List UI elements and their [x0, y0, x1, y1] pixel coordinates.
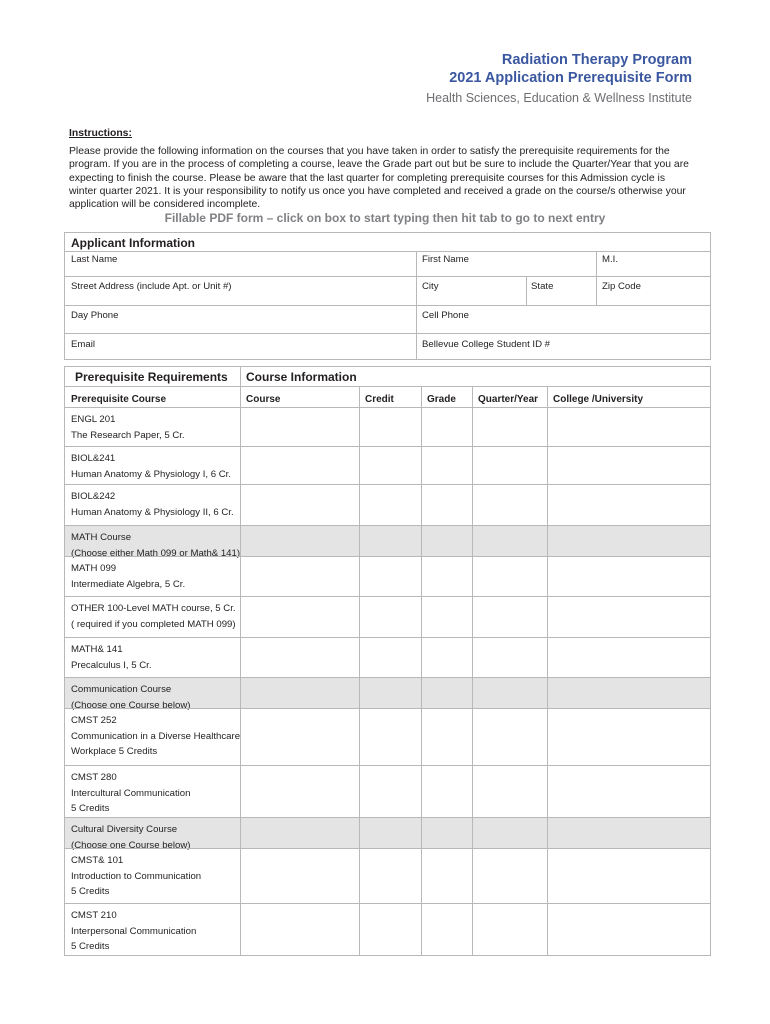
- applicant-section-title: Applicant Information: [71, 236, 195, 250]
- prerequisite-line: CMST& 101: [71, 855, 124, 866]
- prerequisite-line: ENGL 201: [71, 414, 116, 425]
- prerequisite-line: MATH 099: [71, 563, 117, 574]
- col-credit: Credit: [365, 394, 394, 405]
- instructions-text: Please provide the following information on the courses that you have taken in order to satisfy the prerequisite requirements for the program. If you are in the process of completing a course, leave the Grade part out but be sure to include the Quarter/Year that you are expecting to finish the course. Please be aware that the last quarter for completing prerequisite courses for this Admission cycle is winter quarter 2021. It is your responsibility to notify us once you have completed and received a grade on the course/s otherwise your application will be considered incomplete.: [69, 146, 689, 211]
- prerequisite-row[interactable]: [65, 484, 710, 525]
- fillable-note: Fillable PDF form – click on box to start typing then hit tab to go to next entry: [164, 211, 606, 225]
- cell-phone-field[interactable]: Cell Phone: [422, 310, 469, 321]
- prerequisite-course-label: [71, 561, 185, 592]
- prerequisite-group-row: [65, 677, 710, 711]
- prerequisite-line: Intercultural Communication: [71, 787, 191, 799]
- student-id-field[interactable]: Bellevue College Student ID #: [422, 339, 550, 350]
- prerequisite-line: Intermediate Algebra, 5 Cr.: [71, 578, 186, 590]
- course-information-title: Course Information: [246, 370, 357, 384]
- state-field[interactable]: State: [531, 281, 554, 292]
- prerequisite-line: BIOL&241: [71, 453, 116, 464]
- prerequisite-line: CMST 210: [71, 910, 117, 921]
- prerequisite-line: 5 Credits: [71, 803, 110, 814]
- prerequisite-row[interactable]: [65, 903, 710, 955]
- prerequisite-line: ( required if you completed MATH 099): [71, 618, 236, 630]
- prerequisite-row[interactable]: [65, 407, 710, 446]
- col-course: Course: [246, 394, 281, 405]
- prerequisite-line: MATH Course: [71, 532, 132, 543]
- prerequisite-course-label: [71, 770, 190, 817]
- prerequisite-line: Precalculus I, 5 Cr.: [71, 659, 152, 671]
- last-name-field[interactable]: Last Name: [71, 254, 118, 265]
- prerequisite-line: (Choose one Course below): [71, 699, 191, 711]
- prerequisite-course-label: [71, 451, 231, 482]
- col-college-university: College /University: [553, 394, 644, 405]
- prerequisite-row[interactable]: [65, 556, 710, 596]
- prerequisite-course-label: [71, 908, 196, 955]
- instructions-label: Instructions:: [69, 128, 132, 139]
- city-field[interactable]: City: [422, 281, 439, 292]
- prerequisite-group-row: [65, 817, 710, 851]
- prerequisite-line: OTHER 100-Level MATH course, 5 Cr.: [71, 603, 236, 614]
- prerequisite-row[interactable]: [65, 765, 710, 817]
- col-grade: Grade: [427, 394, 456, 405]
- program-title: Radiation Therapy Program: [501, 52, 692, 68]
- prerequisite-line: (Choose either Math 099 or Math& 141): [71, 547, 241, 559]
- prerequisite-line: Introduction to Communication: [71, 870, 202, 882]
- prerequisite-line: Communication Course: [71, 684, 172, 695]
- prerequisite-line: 5 Credits: [71, 941, 110, 952]
- prerequisite-line: Human Anatomy & Physiology II, 6 Cr.: [71, 506, 234, 518]
- prerequisite-line: (Choose one Course below): [71, 839, 191, 851]
- prerequisite-requirements-title: Prerequisite Requirements: [75, 370, 228, 384]
- prerequisite-line: The Research Paper, 5 Cr.: [71, 429, 185, 441]
- institute-name: Health Sciences, Education & Wellness Institute: [426, 91, 692, 105]
- prerequisite-course-label: [71, 713, 240, 760]
- prerequisite-line: Human Anatomy & Physiology I, 6 Cr.: [71, 468, 231, 480]
- prerequisite-row[interactable]: [65, 446, 710, 484]
- prerequisite-line: 5 Credits: [71, 886, 110, 897]
- day-phone-field[interactable]: Day Phone: [71, 310, 119, 321]
- col-quarter-year: Quarter/Year: [478, 394, 539, 405]
- applicant-information-section: [64, 232, 711, 360]
- prerequisite-row[interactable]: [65, 848, 710, 903]
- email-field[interactable]: Email: [71, 339, 95, 350]
- prerequisite-course-label: [71, 853, 201, 900]
- prerequisite-course-label: [71, 489, 234, 520]
- zip-code-field[interactable]: Zip Code: [602, 281, 641, 292]
- form-title: 2021 Application Prerequisite Form: [449, 70, 692, 86]
- prerequisite-line: CMST 280: [71, 772, 117, 783]
- prerequisite-row[interactable]: [65, 596, 710, 637]
- form-header: [426, 51, 692, 107]
- prerequisite-line: Interpersonal Communication: [71, 925, 197, 937]
- prerequisite-line: CMST 252: [71, 715, 117, 726]
- prerequisite-line: MATH& 141: [71, 644, 123, 655]
- first-name-field[interactable]: First Name: [422, 254, 469, 265]
- prerequisite-row[interactable]: [65, 637, 710, 677]
- prerequisite-course-label: [71, 601, 236, 632]
- prerequisite-line: Cultural Diversity Course: [71, 824, 178, 835]
- instructions: [69, 127, 694, 211]
- prerequisite-group-row: [65, 525, 710, 559]
- prerequisite-course-label: [71, 642, 152, 673]
- prerequisite-line: Workplace 5 Credits: [71, 746, 158, 757]
- prerequisite-row[interactable]: [65, 708, 710, 765]
- prerequisite-table: [64, 366, 711, 956]
- street-address-field[interactable]: Street Address (include Apt. or Unit #): [71, 281, 232, 292]
- prerequisite-line: Communication in a Diverse Healthcare: [71, 730, 241, 742]
- prerequisite-course-label: [71, 412, 185, 443]
- middle-initial-field[interactable]: M.I.: [602, 254, 618, 265]
- prerequisite-line: BIOL&242: [71, 491, 116, 502]
- col-prerequisite-course: Prerequisite Course: [71, 394, 167, 405]
